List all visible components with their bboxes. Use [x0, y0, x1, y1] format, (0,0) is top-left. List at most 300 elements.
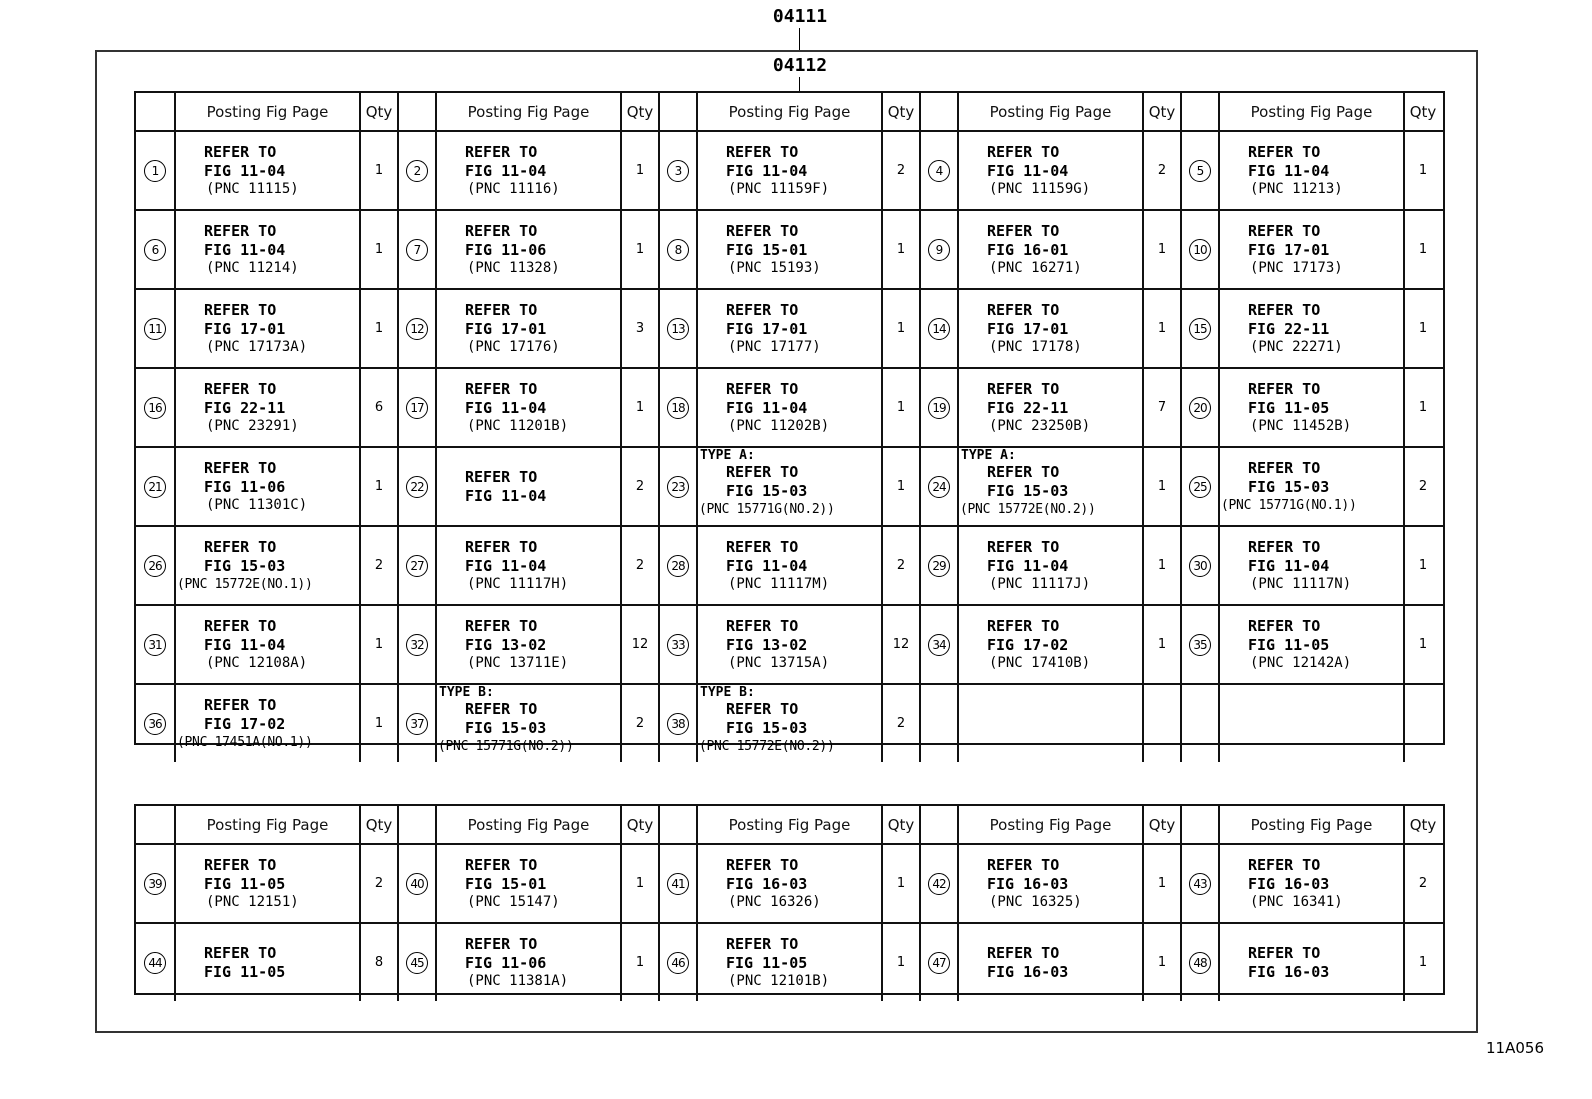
refer-to-label: REFER TO	[465, 856, 538, 874]
fig-reference: FIG 22-11	[987, 399, 1069, 417]
qty-value: 1	[620, 369, 658, 446]
qty-value: 1	[1403, 527, 1441, 604]
posting-fig-cell	[1218, 606, 1403, 683]
header-posting-fig-page: Posting Fig Page	[696, 93, 881, 130]
refer-to-label: REFER TO	[1248, 856, 1321, 874]
item-number-cell	[136, 845, 174, 922]
posting-fig-cell	[1218, 527, 1403, 604]
posting-fig-cell	[1218, 132, 1403, 209]
item-number-cell	[136, 369, 174, 446]
item-number-cell	[397, 685, 435, 762]
qty-value: 1	[1403, 290, 1441, 367]
header-posting-fig-page: Posting Fig Page	[435, 93, 620, 130]
qty-value: 1	[1142, 448, 1180, 525]
header-qty: Qty	[881, 806, 919, 843]
refer-to-label: REFER TO	[726, 143, 799, 161]
qty-value: 12	[620, 606, 658, 683]
refer-to-label: REFER TO	[204, 617, 277, 635]
fig-reference: FIG 16-03	[987, 875, 1069, 893]
pnc-reference: (PNC 13715A)	[728, 655, 830, 671]
refer-to-label: REFER TO	[987, 143, 1060, 161]
item-number-cell	[919, 369, 957, 446]
fig-reference: FIG 11-05	[204, 875, 286, 893]
item-number-circle: 1	[144, 160, 166, 182]
refer-to-label: REFER TO	[1248, 459, 1321, 477]
posting-fig-cell	[1218, 845, 1403, 922]
refer-to-label: REFER TO	[465, 380, 538, 398]
pnc-reference: (PNC 11328)	[467, 260, 560, 276]
fig-reference: FIG 11-04	[204, 636, 286, 654]
fig-reference: FIG 11-06	[465, 954, 547, 972]
fig-reference: FIG 11-04	[726, 399, 808, 417]
fig-reference: FIG 11-05	[1248, 636, 1330, 654]
item-number-circle: 34	[928, 634, 950, 656]
refer-to-label: REFER TO	[987, 538, 1060, 556]
fig-reference: FIG 11-04	[465, 162, 547, 180]
refer-to-label: REFER TO	[987, 380, 1060, 398]
fig-reference: FIG 11-04	[987, 162, 1069, 180]
pnc-reference: (PNC 11214)	[206, 260, 299, 276]
item-number-cell	[397, 290, 435, 367]
posting-fig-cell	[1218, 211, 1403, 288]
pnc-reference: (PNC 17173)	[1250, 260, 1343, 276]
qty-value: 7	[1142, 369, 1180, 446]
posting-fig-cell	[957, 448, 1142, 525]
fig-reference: FIG 11-04	[204, 162, 286, 180]
posting-fig-cell	[696, 845, 881, 922]
header-posting-fig-page: Posting Fig Page	[1218, 93, 1403, 130]
qty-value: 1	[620, 132, 658, 209]
posting-fig-cell	[957, 132, 1142, 209]
item-number-cell	[397, 132, 435, 209]
header-no-cell	[1180, 806, 1218, 843]
posting-fig-cell	[174, 448, 359, 525]
refer-to-label: REFER TO	[465, 538, 538, 556]
posting-fig-cell	[435, 132, 620, 209]
header-qty: Qty	[1403, 93, 1441, 130]
item-number-cell	[658, 606, 696, 683]
item-number-cell	[658, 448, 696, 525]
refer-to-label: REFER TO	[204, 696, 277, 714]
pnc-reference: (PNC 13711E)	[467, 655, 569, 671]
qty-value: 1	[1403, 211, 1441, 288]
item-number-cell	[658, 924, 696, 1001]
header-qty: Qty	[359, 806, 397, 843]
item-number-circle: 41	[667, 873, 689, 895]
item-number-circle: 33	[667, 634, 689, 656]
posting-fig-cell	[957, 606, 1142, 683]
item-number-cell	[1180, 845, 1218, 922]
refer-to-label: REFER TO	[987, 856, 1060, 874]
fig-reference: FIG 11-04	[1248, 557, 1330, 575]
item-number-circle: 45	[406, 952, 428, 974]
pnc-reference: (PNC 11213)	[1250, 181, 1343, 197]
pnc-reference: (PNC 11202B)	[728, 418, 830, 434]
posting-fig-cell	[696, 290, 881, 367]
refer-to-label: REFER TO	[987, 617, 1060, 635]
qty-value: 2	[620, 448, 658, 525]
fig-reference: FIG 22-11	[204, 399, 286, 417]
pnc-reference: (PNC 12151)	[206, 894, 299, 910]
type-label: TYPE B:	[439, 685, 494, 700]
qty-value: 2	[881, 132, 919, 209]
table-row	[136, 130, 1443, 209]
pnc-reference: (PNC 17176)	[467, 339, 560, 355]
qty-value: 1	[881, 448, 919, 525]
fig-reference: FIG 17-01	[204, 320, 286, 338]
item-number-cell	[136, 132, 174, 209]
header-qty: Qty	[620, 806, 658, 843]
refer-to-label: REFER TO	[726, 538, 799, 556]
fig-reference: FIG 15-03	[726, 719, 808, 737]
item-number-cell	[919, 132, 957, 209]
posting-fig-cell	[174, 527, 359, 604]
qty-value: 3	[620, 290, 658, 367]
item-number-circle: 30	[1189, 555, 1211, 577]
leader-line-sub	[799, 77, 800, 91]
qty-value: 2	[359, 845, 397, 922]
fig-reference: FIG 11-04	[1248, 162, 1330, 180]
posting-fig-cell	[696, 132, 881, 209]
item-number-circle: 40	[406, 873, 428, 895]
pnc-reference: (PNC 12142A)	[1250, 655, 1352, 671]
qty-value: 1	[881, 290, 919, 367]
qty-value: 1	[1142, 211, 1180, 288]
qty-value	[1403, 685, 1441, 762]
posting-fig-cell	[696, 685, 881, 762]
item-number-circle: 11	[144, 318, 166, 340]
fig-reference: FIG 17-01	[726, 320, 808, 338]
item-number-circle: 25	[1189, 476, 1211, 498]
posting-fig-cell	[957, 685, 1142, 762]
pnc-reference: (PNC 15771G(NO.2))	[438, 739, 574, 754]
posting-fig-cell	[435, 924, 620, 1001]
qty-value: 2	[620, 685, 658, 762]
qty-value: 1	[1142, 845, 1180, 922]
fig-reference: FIG 11-05	[1248, 399, 1330, 417]
item-number-circle: 24	[928, 476, 950, 498]
table-row	[136, 683, 1443, 762]
item-number-cell	[658, 290, 696, 367]
posting-fig-cell	[174, 132, 359, 209]
pnc-reference: (PNC 11117H)	[467, 576, 569, 592]
qty-value: 1	[1403, 369, 1441, 446]
qty-value: 1	[881, 845, 919, 922]
qty-value: 1	[1142, 290, 1180, 367]
item-number-circle: 5	[1189, 160, 1211, 182]
pnc-reference: (PNC 11201B)	[467, 418, 569, 434]
item-number-circle: 3	[667, 160, 689, 182]
posting-fig-cell	[435, 448, 620, 525]
item-number-circle: 22	[406, 476, 428, 498]
item-number-circle: 9	[928, 239, 950, 261]
pnc-reference: (PNC 22271)	[1250, 339, 1343, 355]
pnc-reference: (PNC 17178)	[989, 339, 1082, 355]
item-number-cell	[919, 924, 957, 1001]
fig-reference: FIG 22-11	[1248, 320, 1330, 338]
refer-to-label: REFER TO	[726, 935, 799, 953]
table-row	[136, 525, 1443, 604]
item-number-circle: 17	[406, 397, 428, 419]
item-number-cell	[397, 527, 435, 604]
item-number-cell	[397, 448, 435, 525]
qty-value: 2	[620, 527, 658, 604]
fig-reference: FIG 16-03	[726, 875, 808, 893]
item-number-cell	[397, 606, 435, 683]
posting-fig-cell	[1218, 290, 1403, 367]
fig-reference: FIG 11-06	[465, 241, 547, 259]
refer-to-label: REFER TO	[204, 538, 277, 556]
header-qty: Qty	[359, 93, 397, 130]
pnc-reference: (PNC 15771G(NO.2))	[699, 502, 835, 517]
pnc-reference: (PNC 16325)	[989, 894, 1082, 910]
qty-value: 8	[359, 924, 397, 1001]
pnc-reference: (PNC 11381A)	[467, 973, 569, 989]
item-number-cell	[1180, 606, 1218, 683]
figure-code: 11A056	[1486, 1039, 1544, 1057]
table-row	[136, 288, 1443, 367]
item-number-cell	[1180, 685, 1218, 762]
table-row	[136, 922, 1443, 1001]
qty-value: 1	[359, 211, 397, 288]
header-qty: Qty	[881, 93, 919, 130]
qty-value: 1	[359, 132, 397, 209]
header-qty: Qty	[1403, 806, 1441, 843]
item-number-cell	[1180, 448, 1218, 525]
header-posting-fig-page: Posting Fig Page	[174, 806, 359, 843]
fig-reference: FIG 11-04	[204, 241, 286, 259]
pnc-reference: (PNC 11159F)	[728, 181, 830, 197]
refer-to-label: REFER TO	[204, 301, 277, 319]
item-number-cell	[136, 924, 174, 1001]
qty-value: 1	[359, 448, 397, 525]
item-number-cell	[136, 290, 174, 367]
pnc-reference: (PNC 15771G(NO.1))	[1221, 498, 1357, 513]
item-number-circle: 7	[406, 239, 428, 261]
fig-reference: FIG 13-02	[465, 636, 547, 654]
qty-value: 1	[1142, 924, 1180, 1001]
header-posting-fig-page: Posting Fig Page	[957, 806, 1142, 843]
item-number-cell	[1180, 924, 1218, 1001]
type-label: TYPE A:	[700, 448, 755, 463]
pnc-reference: (PNC 15147)	[467, 894, 560, 910]
item-number-cell	[1180, 527, 1218, 604]
fig-reference: FIG 16-03	[987, 962, 1069, 981]
item-number-cell	[658, 132, 696, 209]
fig-reference: FIG 15-01	[726, 241, 808, 259]
refer-to-label: REFER TO	[1248, 943, 1321, 962]
pnc-reference: (PNC 16271)	[989, 260, 1082, 276]
item-number-circle: 38	[667, 713, 689, 735]
header-qty: Qty	[1142, 806, 1180, 843]
fig-reference: FIG 11-04	[465, 486, 547, 505]
qty-value: 2	[359, 527, 397, 604]
item-number-cell	[919, 211, 957, 288]
item-number-circle: 48	[1189, 952, 1211, 974]
fig-reference: FIG 15-03	[204, 557, 286, 575]
item-number-circle: 47	[928, 952, 950, 974]
header-no-cell	[1180, 93, 1218, 130]
pnc-reference: (PNC 11117J)	[989, 576, 1091, 592]
header-no-cell	[397, 806, 435, 843]
item-number-cell	[919, 527, 957, 604]
item-number-circle: 2	[406, 160, 428, 182]
refer-to-label: REFER TO	[1248, 538, 1321, 556]
posting-fig-cell	[1218, 924, 1403, 1001]
fig-reference: FIG 11-04	[465, 557, 547, 575]
posting-fig-cell	[696, 369, 881, 446]
item-number-cell	[919, 290, 957, 367]
item-number-cell	[136, 606, 174, 683]
leader-line-top	[799, 28, 800, 50]
table-row	[136, 367, 1443, 446]
item-number-circle: 12	[406, 318, 428, 340]
refer-to-label: REFER TO	[726, 463, 799, 481]
qty-value: 1	[881, 924, 919, 1001]
refer-to-label: REFER TO	[204, 943, 277, 962]
fig-reference: FIG 13-02	[726, 636, 808, 654]
fig-reference: FIG 11-05	[204, 962, 286, 981]
item-number-cell	[1180, 132, 1218, 209]
qty-value: 6	[359, 369, 397, 446]
type-label: TYPE B:	[700, 685, 755, 700]
header-no-cell	[136, 93, 174, 130]
refer-to-label: REFER TO	[204, 222, 277, 240]
item-number-cell	[136, 211, 174, 288]
posting-fig-cell	[957, 527, 1142, 604]
fig-reference: FIG 15-01	[465, 875, 547, 893]
refer-to-label: REFER TO	[987, 463, 1060, 481]
item-number-cell	[919, 606, 957, 683]
label-04112: 04112	[770, 55, 830, 76]
fig-reference: FIG 16-03	[1248, 875, 1330, 893]
header-no-cell	[397, 93, 435, 130]
fig-reference: FIG 11-04	[726, 162, 808, 180]
item-number-circle: 29	[928, 555, 950, 577]
fig-reference: FIG 11-06	[204, 478, 286, 496]
posting-fig-cell	[435, 211, 620, 288]
header-posting-fig-page: Posting Fig Page	[1218, 806, 1403, 843]
item-number-cell	[136, 527, 174, 604]
item-number-circle: 36	[144, 713, 166, 735]
item-number-circle: 18	[667, 397, 689, 419]
pnc-reference: (PNC 17451A(NO.1))	[177, 735, 313, 750]
fig-reference: FIG 17-01	[1248, 241, 1330, 259]
refer-to-label: REFER TO	[465, 301, 538, 319]
fig-reference: FIG 17-01	[987, 320, 1069, 338]
header-no-cell	[136, 806, 174, 843]
qty-value: 1	[620, 211, 658, 288]
refer-to-label: REFER TO	[726, 700, 799, 718]
header-posting-fig-page: Posting Fig Page	[174, 93, 359, 130]
pnc-reference: (PNC 17177)	[728, 339, 821, 355]
item-number-cell	[1180, 290, 1218, 367]
item-number-circle: 19	[928, 397, 950, 419]
item-number-cell	[919, 845, 957, 922]
header-posting-fig-page: Posting Fig Page	[957, 93, 1142, 130]
refer-to-label: REFER TO	[1248, 301, 1321, 319]
item-number-circle: 20	[1189, 397, 1211, 419]
refer-to-label: REFER TO	[204, 380, 277, 398]
table-row	[136, 446, 1443, 525]
fig-reference: FIG 16-01	[987, 241, 1069, 259]
item-number-cell	[658, 845, 696, 922]
qty-value: 1	[881, 369, 919, 446]
posting-fig-cell	[696, 211, 881, 288]
table-row	[136, 209, 1443, 288]
table-row	[136, 843, 1443, 922]
posting-fig-cell	[696, 448, 881, 525]
header-no-cell	[658, 93, 696, 130]
posting-fig-cell	[174, 290, 359, 367]
fig-reference: FIG 11-04	[465, 399, 547, 417]
item-number-circle: 16	[144, 397, 166, 419]
fig-reference: FIG 15-03	[726, 482, 808, 500]
pnc-reference: (PNC 11116)	[467, 181, 560, 197]
posting-fig-cell	[174, 685, 359, 762]
table-header-row	[136, 93, 1443, 130]
qty-value: 2	[1403, 448, 1441, 525]
pnc-reference: (PNC 15193)	[728, 260, 821, 276]
label-04111: 04111	[772, 6, 828, 27]
item-number-cell	[919, 448, 957, 525]
posting-fig-cell	[174, 369, 359, 446]
pnc-reference: (PNC 11117M)	[728, 576, 830, 592]
item-number-circle: 26	[144, 555, 166, 577]
refer-to-label: REFER TO	[465, 222, 538, 240]
refer-to-label: REFER TO	[465, 143, 538, 161]
posting-fig-cell	[696, 924, 881, 1001]
posting-fig-cell	[1218, 369, 1403, 446]
item-number-circle: 35	[1189, 634, 1211, 656]
refer-to-label: REFER TO	[987, 301, 1060, 319]
qty-value: 1	[620, 845, 658, 922]
posting-fig-cell	[1218, 448, 1403, 525]
pnc-reference: (PNC 15772E(NO.1))	[177, 577, 313, 592]
pnc-reference: (PNC 11117N)	[1250, 576, 1352, 592]
qty-value: 2	[1403, 845, 1441, 922]
item-number-circle: 43	[1189, 873, 1211, 895]
posting-fig-cell	[957, 845, 1142, 922]
item-number-cell	[658, 527, 696, 604]
fig-reference: FIG 17-02	[987, 636, 1069, 654]
refer-to-label: REFER TO	[987, 943, 1060, 962]
refer-to-label: REFER TO	[1248, 143, 1321, 161]
pnc-reference: (PNC 11301C)	[206, 497, 308, 513]
item-number-circle: 15	[1189, 318, 1211, 340]
pnc-reference: (PNC 12108A)	[206, 655, 308, 671]
item-number-cell	[919, 685, 957, 762]
item-number-circle: 23	[667, 476, 689, 498]
item-number-circle: 37	[406, 713, 428, 735]
qty-value: 2	[881, 685, 919, 762]
item-number-circle: 21	[144, 476, 166, 498]
item-number-circle: 42	[928, 873, 950, 895]
refer-to-label: REFER TO	[465, 617, 538, 635]
item-number-circle: 31	[144, 634, 166, 656]
header-qty: Qty	[1142, 93, 1180, 130]
posting-fig-cell	[696, 606, 881, 683]
fig-reference: FIG 11-05	[726, 954, 808, 972]
refer-to-label: REFER TO	[726, 222, 799, 240]
refer-to-label: REFER TO	[726, 856, 799, 874]
item-number-circle: 13	[667, 318, 689, 340]
item-number-cell	[1180, 369, 1218, 446]
item-number-circle: 8	[667, 239, 689, 261]
pnc-reference: (PNC 17410B)	[989, 655, 1091, 671]
refer-to-label: REFER TO	[1248, 617, 1321, 635]
refer-to-label: REFER TO	[204, 459, 277, 477]
